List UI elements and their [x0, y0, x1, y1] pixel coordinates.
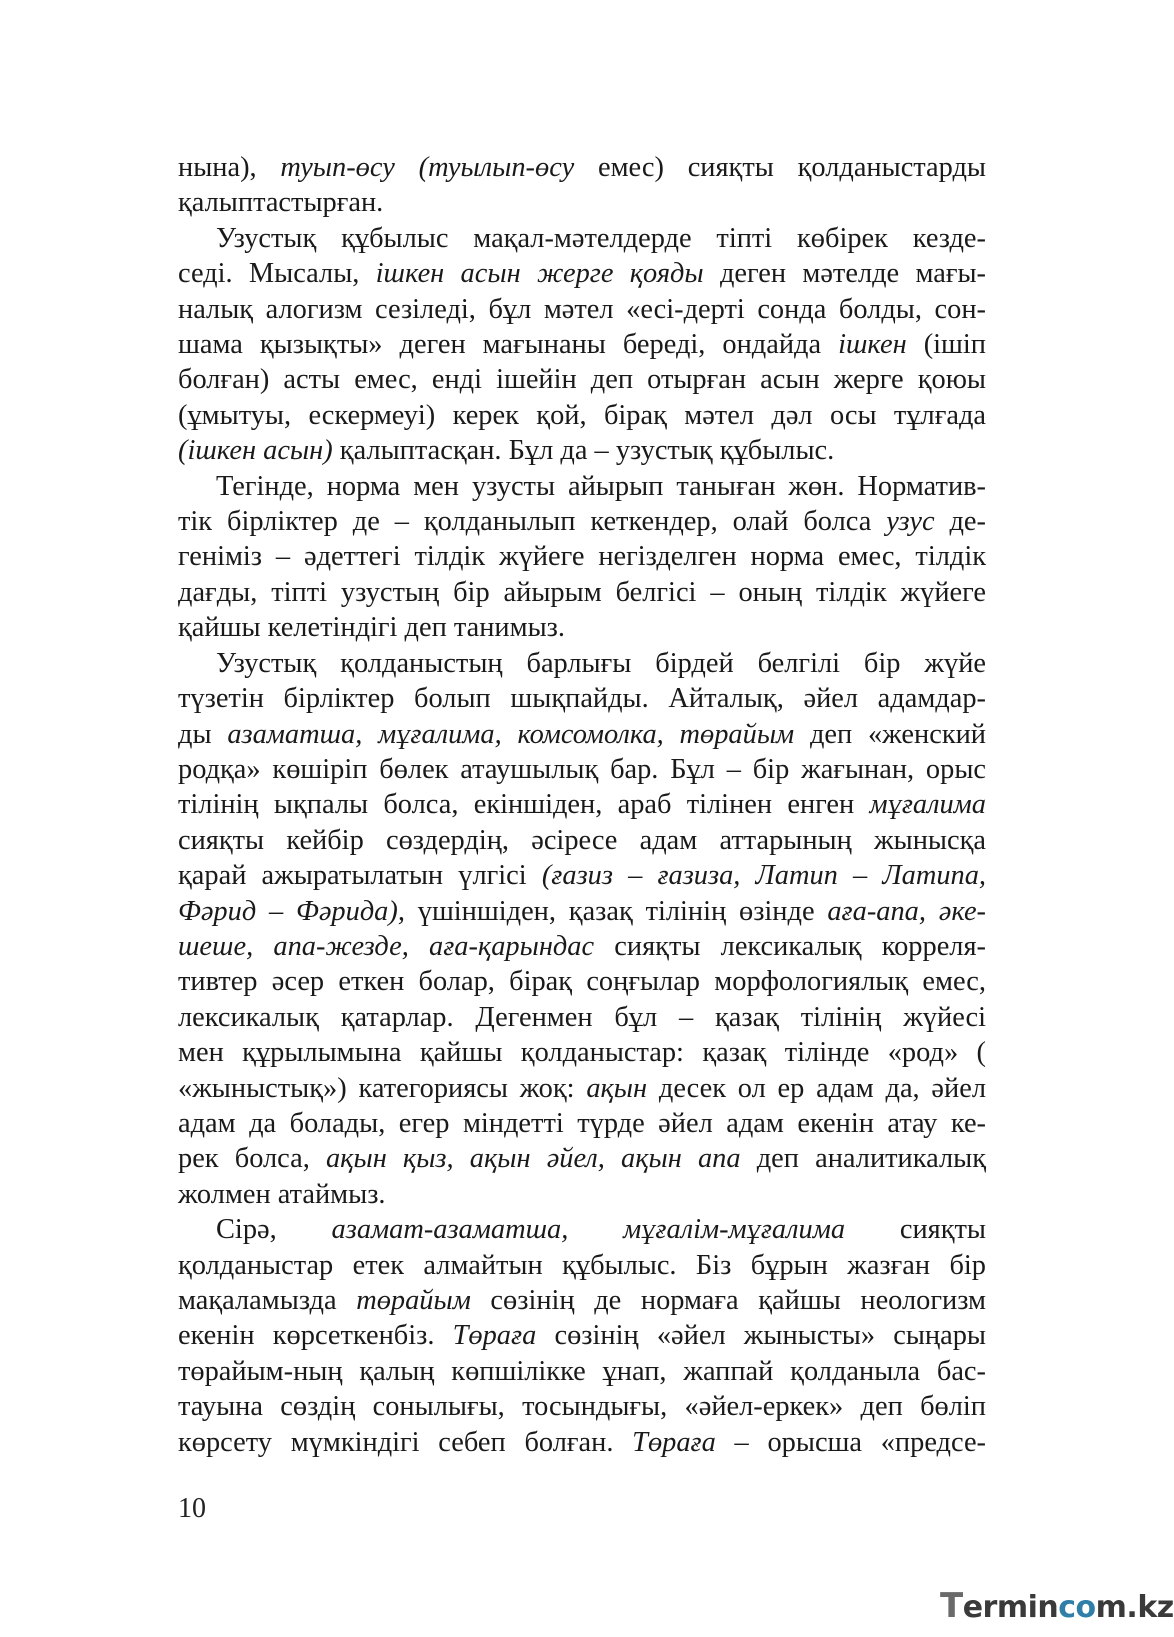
italic-term: Төраға [632, 1426, 716, 1458]
text-line: жолмен атаймыз. [178, 1178, 386, 1210]
italic-term: мұғалима [869, 789, 986, 821]
paragraph [178, 1212, 986, 1460]
italic-term: шеше, апа-жезде, аға-қарындас [178, 930, 595, 962]
watermark-t: T [940, 1586, 963, 1626]
text-line: адам да болады, егер міндетті түрде әйел адам екенін атау ке- [178, 1107, 986, 1139]
text-line: ды азаматша, мұғалима, комсомолка, төрайым деп «женский [178, 718, 986, 750]
italic-term: Төраға [452, 1320, 537, 1352]
text-line: екенін көрсеткенбіз. Төраға сөзінің «әйел жынысты» сыңары [178, 1320, 986, 1352]
text-line: лексикалық қатарлар. Дегенмен бұл – қазақ тілінің жүйесі [178, 1001, 986, 1033]
text-line: (ішкен асын) қалыптасқан. Бұл да – узустық құбылыс. [178, 435, 835, 467]
text-line: «жыныстық») категориясы жоқ: ақын десек ол ер адам да, әйел [178, 1072, 986, 1104]
italic-term: азаматша, мұғалима, комсомолка, төрайым [227, 718, 795, 750]
watermark-logo [940, 1586, 1174, 1626]
italic-term: аға-апа, әке- [827, 895, 986, 927]
italic-term: ішкен асын жерге қояды [375, 258, 704, 290]
text-line: тілінің ықпалы болса, екіншіден, араб тілінен енген мұғалима [178, 789, 986, 821]
text-line: болған) асты емес, енді ішейін деп отырған асын жерге қоюы [178, 364, 986, 396]
italic-term: (ғазиз – ғазиза, Латип – Латипа, [541, 860, 987, 892]
paragraph [178, 469, 986, 646]
text-line: сияқты кейбір сөздердің, әсіресе адам аттарының жынысқа [178, 824, 986, 856]
watermark-part-2: c [1058, 1590, 1076, 1625]
page-text [178, 150, 986, 1460]
text-line: (ұмытуы, ескермеуі) керек қой, бірақ мәтел дәл осы тұлғада [178, 399, 986, 431]
italic-term: ішкен [838, 329, 907, 361]
text-line: Тегінде, норма мен узусты айырып таныған жөн. Норматив- [216, 470, 986, 502]
text-line: қалыптастырған. [178, 187, 384, 219]
text-line: Сірә, азамат-азаматша, мұғалім-мұғалима сияқты [216, 1214, 986, 1246]
watermark-part-1: ermin [962, 1590, 1059, 1625]
text-line: геніміз – әдеттегі тілдік жүйеге негізделген норма емес, тілдік [178, 541, 986, 573]
paragraph [178, 150, 986, 221]
watermark-part-4: m.kz [1095, 1590, 1174, 1625]
text-line: Узустық құбылыс мақал-мәтелдерде тіпті көбірек кезде- [216, 222, 986, 254]
italic-term: азамат-азаматша, мұғалім-мұғалима [331, 1214, 846, 1246]
text-line: налық алогизм сезіледі, бұл мәтел «есі-дерті сонда болды, сон- [178, 293, 986, 325]
italic-term: (ішкен асын) [178, 435, 333, 467]
watermark-part-3: o [1075, 1590, 1096, 1625]
text-line: седі. Мысалы, ішкен асын жерге қояды деген мәтелде мағы- [178, 258, 986, 290]
italic-term: Фәрид – Фәрида), [178, 895, 405, 927]
italic-term: узус [886, 506, 935, 538]
paragraph [178, 221, 986, 469]
text-line: төрайым-ның қалың көпшілікке ұнап, жаппай қолданыла бас- [178, 1355, 986, 1387]
text-line: тауына сөздің сонылығы, тосындығы, «әйел-еркек» деп бөліп [178, 1391, 986, 1423]
text-line: дағды, тіпті узустың бір айырым белгісі – оның тілдік жүйеге [178, 576, 986, 608]
page-number: 10 [178, 1493, 206, 1524]
text-line: қолданыстар етек алмайтын құбылыс. Біз бұрын жазған бір [178, 1249, 986, 1281]
text-line: рек болса, ақын қыз, ақын әйел, ақын апа деп аналитикалық [178, 1143, 986, 1175]
text-line: тивтер әсер еткен болар, бірақ соңғылар морфологиялық емес, [178, 966, 986, 998]
text-line: көрсету мүмкіндігі себеп болған. Төраға – орысша «предсе- [178, 1426, 986, 1458]
text-line: родқа» көшіріп бөлек атаушылық бар. Бұл – бір жағынан, орыс [178, 753, 986, 785]
text-line: Фәрид – Фәрида), үшіншіден, қазақ тілінің өзінде аға-апа, әке- [178, 895, 986, 927]
text-line: мен құрылымына қайшы қолданыстар: қазақ тілінде «род» ( [178, 1037, 986, 1069]
italic-term: ақын қыз, ақын әйел, ақын апа [325, 1143, 741, 1175]
text-line: шама қызықты» деген мағынаны береді, ондайда ішкен (ішіп [178, 329, 987, 361]
italic-term: төрайым [356, 1285, 471, 1316]
text-line: Узустық қолданыстың барлығы бірдей белгілі бір жүйе [216, 647, 986, 679]
text-line: түзетін бірліктер болып шықпайды. Айталық, әйел адамдар- [178, 683, 986, 715]
text-line: қарай ажыратылатын үлгісі (ғазиз – ғазиза, Латип – Латипа, [178, 860, 987, 892]
italic-term: туып-өсу (туылып-өсу [280, 152, 575, 183]
text-line: мақаламызда төрайым сөзінің де нормаға қайшы неологизм [178, 1285, 986, 1316]
italic-term: ақын [586, 1072, 648, 1104]
text-line: нына), туып-өсу (туылып-өсу емес) сияқты қолданыстарды [178, 152, 986, 183]
paragraph [178, 646, 986, 1213]
text-line: шеше, апа-жезде, аға-қарындас сияқты лексикалық корреля- [178, 930, 986, 962]
text-line: қайшы келетіндігі деп танимыз. [178, 612, 565, 644]
text-line: тік бірліктер де – қолданылып кеткендер, олай болса узус де- [178, 506, 986, 538]
